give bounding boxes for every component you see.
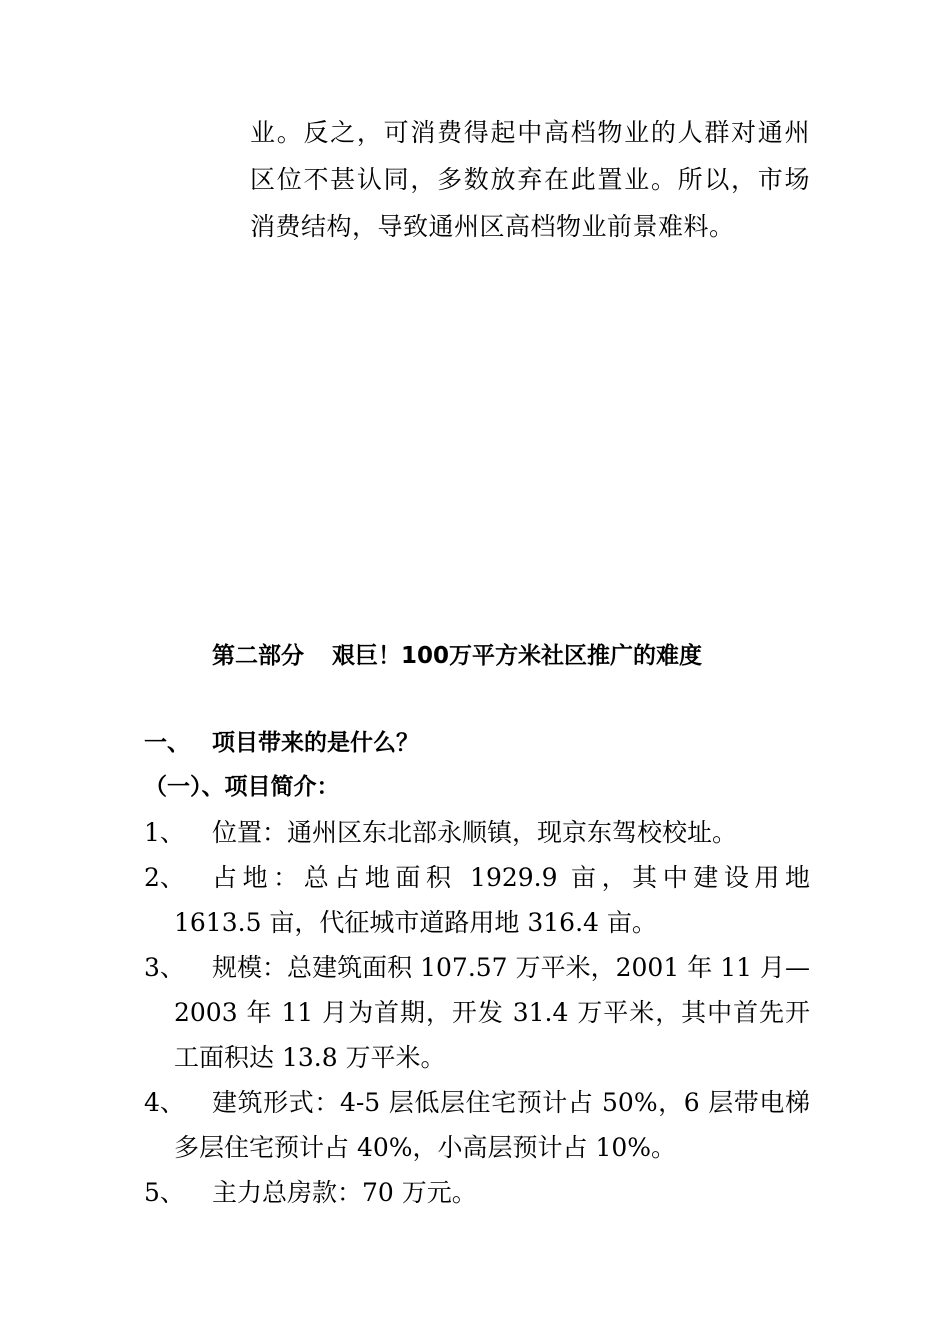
item-text: 位置：通州区东北部永顺镇，现京东驾校校址。 bbox=[212, 818, 738, 847]
section-heading bbox=[144, 725, 419, 761]
item-text: 规模：总建筑面积 107.57 万平米，2001 年 11 月—2003 年 11 月为首期，开发 31.4 万平米，其中首先开工面积达 13.8 万平米。 bbox=[174, 953, 810, 1072]
list-item bbox=[144, 810, 810, 855]
list-item bbox=[144, 1170, 810, 1215]
item-number: 2、 bbox=[144, 863, 185, 892]
part-title-label: 第二部分 bbox=[212, 643, 304, 669]
item-text: 占地：总占地面积 1929.9 亩，其中建设用地 1613.5 亩，代征城市道路用地 316.4 亩。 bbox=[174, 863, 810, 937]
item-number: 4、 bbox=[144, 1088, 185, 1117]
list-item bbox=[144, 855, 810, 945]
item-number: 1、 bbox=[144, 818, 185, 847]
list-item bbox=[144, 945, 810, 1080]
continuation-paragraph: 业。反之，可消费得起中高档物业的人群对通州区位不甚认同，多数放弃在此置业。所以，市场消费结构，导致通州区高档物业前景难料。 bbox=[250, 118, 810, 241]
item-number: 3、 bbox=[144, 953, 185, 982]
part-title-text: 艰巨！100万平方米社区推广的难度 bbox=[332, 643, 703, 669]
part-title bbox=[212, 638, 702, 674]
item-text: 建筑形式：4-5 层低层住宅预计占 50%，6 层带电梯多层住宅预计占 40%，小高层预计占 10%。 bbox=[174, 1088, 810, 1162]
list-item bbox=[144, 1080, 810, 1170]
item-number: 5、 bbox=[144, 1178, 185, 1207]
item-text: 主力总房款：70 万元。 bbox=[212, 1178, 477, 1207]
section-title: 项目带来的是什么？ bbox=[212, 730, 419, 756]
section-number: 一、 bbox=[144, 730, 190, 756]
project-item-list bbox=[144, 810, 810, 1215]
subsection-heading: （一）、项目简介： bbox=[144, 774, 340, 800]
